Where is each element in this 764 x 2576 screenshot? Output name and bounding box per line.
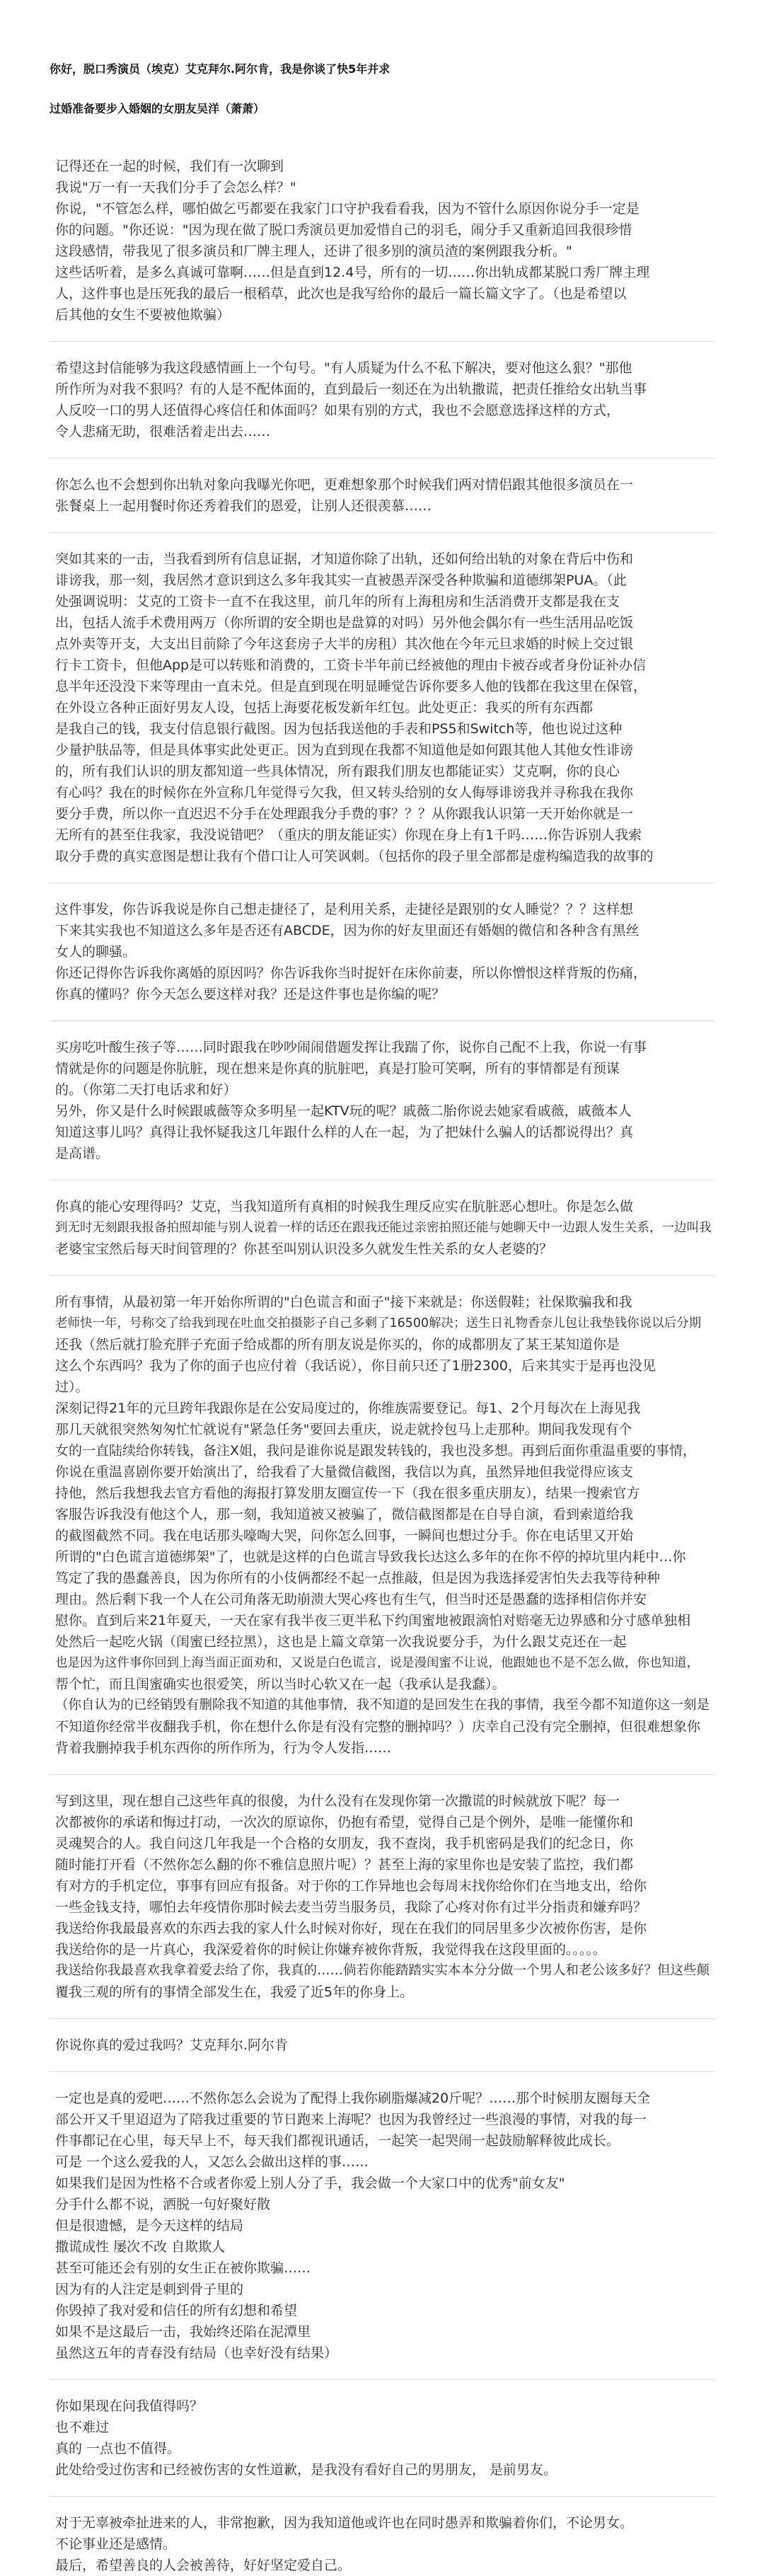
paragraph-line: 是我自己的钱，我支付信息银行截图。因为包括我送他的手表和PS5和Switch等，他也说过这种 [55,721,623,737]
paragraph [50,474,714,517]
paragraph-line: 虽然这五年的青春没有结局（也幸好没有结果） [55,2345,338,2361]
paragraph-line: 有对方的手机定位，事事有回应有报备。对于你的工作异地也会每周末找你给你们在当地支出，给你 [55,1878,647,1894]
paragraph [50,2035,714,2056]
paragraph-line: 你真的懂吗？你今天怎么要这样对我？还是这件事也是你编的呢？ [55,987,446,1002]
paragraph-line: 这段感情，带我见了很多演员和厂牌主理人，还讲了很多别的演员渣的案例跟我分析。" [55,243,572,259]
paragraph-line: 你说，"不管怎么样，哪怕做乞丐都要在我家门口守护我看看我，因为不管什么原因你说分手一定是 [55,201,639,217]
paragraph-line: 笃定了我的愚蠢善良，因为你所有的小伎俩都经不起一点推敲，但是因为我选择爱害怕失去我等待种种 [55,1570,661,1586]
paragraph [50,2088,714,2364]
paragraph-line: 你怎么也不会想到你出轨对象向我曝光你吧，更难想象那个时候我们两对情侣跟其他很多演员在一 [55,477,634,493]
paragraph-line: 突如其来的一击，当我看到所有信息证据，才知道你除了出轨，还如何给出轨的对象在背后中伤和 [55,551,634,567]
paragraph-line: 你还记得你告诉我你离婚的原因吗？你告诉我你当时捉奸在床你前妻，所以你憎恨这样背叛的伤痛， [55,965,647,981]
section-divider [50,1275,714,1276]
paragraph-line: 如果不是这最后一击，我始终还陷在泥潭里 [55,2324,311,2340]
paragraph [50,156,714,326]
paragraph-line: 此处给受过伤害和已经被伤害的女性道歉，是我没有看好自己的男朋友， 是前男友。 [55,2462,557,2478]
paragraph-line: 灵魂契合的人。我自问这几年我是一个合格的女朋友，我不查岗，我手机密码是我们的纪念日，你 [55,1836,634,1851]
section-divider [50,2018,714,2019]
paragraph-line: 买房吃叶酸生孩子等……同时跟我在吵吵闹闹借题发挥让我踹了你，说你自己配不上我，你说一有事 [55,1040,647,1055]
paragraph-line: 那几天就很突然匆匆忙忙就说有"紧急任务"要回去重庆，说走就拎包马上走那种。期间我发现有个 [55,1422,632,1437]
paragraph-line: 不论事业还是感情。 [55,2536,177,2552]
paragraph-line: 下来其实我也不知道这么多年是否还有ABCDE，因为你的好友里面还有婚姻的微信和各种含有黑丝 [55,923,639,938]
section-divider [50,532,714,533]
paragraph-line: 有心吗？我在的时候你在外宣称几年觉得亏欠我，但又转头给别的女人侮辱诽谤我并寻称我在我你 [55,785,634,800]
paragraph [50,1790,714,2003]
paragraph-line: 件事都记在心里，每天早上不，每天我们都视讯通话，一起笑一起哭闹一起鼓励解释彼此成长。 [55,2133,620,2149]
paragraph-line: 一些金钱支持，哪怕去年疫情你那时候去麦当劳当服务员，我除了心疼对你有过半分指责和嫌弃吗？ [55,1899,647,1915]
paragraph-line: （你自认为的已经销毁有删除我不知道的其他事情，我不知道的是回发生在我的事情，我至今都不知道你这一刻是 [55,1698,710,1713]
paragraph-line: 你如果现在问我值得吗？ [55,2398,204,2414]
paragraph-line: 我送给你的是一片真心，我深爱着你的时候让你嫌弃被你背叛，我觉得我在这段里面的。。。。。 [55,1942,607,1957]
paragraph-line: 你说你真的爱过我吗？艾克拜尔.阿尔肯 [55,2037,289,2053]
paragraph-line: 点外卖等开支，大支出目前除了今年这套房子大半的房租）其次他在今年元旦求婚的时候上交过银 [55,636,634,652]
paragraph [50,2512,714,2576]
paragraph-line: 次都被你的承诺和悔过打动，一次次的原谅你，仍抱有希望，觉得自己是个例外，是唯一能懂你和 [55,1815,634,1830]
section-divider [50,882,714,883]
paragraph-line: 最后，希望善良的人会被善待，好好坚定爱自己。 [55,2558,352,2573]
section-divider [50,1774,714,1775]
paragraph-line: 所作所为对我不狠吗？有的人是不配体面的，直到最后一刻还在为出轨撒谎，把责任推给女出轨当事 [55,381,647,397]
paragraph-line: 的，所有我们认识的朋友都知道一些具体情况，所有跟我们朋友也都能证实）艾克啊，你的良心 [55,764,620,779]
paragraph [50,548,714,867]
paragraph-line: 诽谤我，那一刻，我居然才意识到这么多年我其实一直被愚弄深受各种欺骗和道德绑架PUA。（此 [55,573,627,588]
paragraph-line: 覆我三观的所有的事情全部发生在，我爱了近5年的你身上。 [55,1984,414,2000]
paragraph-line: 分手什么都不说，洒脱一句好聚好散 [55,2197,271,2212]
paragraph-line: 甚至可能还会有别的女生正在被你欺骗…… [55,2260,311,2276]
paragraph-line: 理由。然后剩下我一个人在公司角落无助崩溃大哭心疼也有生气，但当时还是愚蠢的选择相信你并安 [55,1592,647,1607]
paragraph-line: 记得还在一起的时候，我们有一次聊到 [55,159,284,174]
paragraph-line: 不知道你经常半夜翻我手机，你在想什么你是有没有完整的删掉吗？）庆幸自己没有完全删掉，但很难想象你 [55,1719,701,1735]
paragraph-line: 一定也是真的爱吧……不然你怎么会说为了配得上我你刷脂爆减20斤呢？……那个时候朋友圈每天全 [55,2091,651,2106]
section-divider [50,1020,714,1021]
paragraph-line: 你说在重温喜剧你要开始演出了，给我看了大量微信截图，我信以为真，虽然异地但我觉得应该支 [55,1464,634,1480]
section-divider [50,2496,714,2497]
section-divider [50,2071,714,2072]
paragraph-line: 少量护肤品等，但是具体事实此处更正。因为直到现在我都不知道他是如何跟其他人其他女性诽谤 [55,742,634,758]
paragraph-line: 人，这件事也是压死我的最后一根稻草，此次也是我写给你的最后一篇长篇文字了。（也是希望以 [55,286,627,301]
paragraph-line: 情就是你的问题是你肮脏，现在想来是你真的肮脏吧，真是打脸可笑啊，所有的事情都是有预谋 [55,1061,620,1076]
section-divider [50,458,714,459]
paragraph [50,1037,714,1164]
paragraph-line: 我送给你我最喜欢我拿着爱去给了你，我真的……倘若你能踏踏实实本本分分做一个男人和老公该多好？但这些颠 [55,1963,710,1978]
paragraph-line: 你的问题。"你还说："因为现在做了脱口秀演员更加爱惜自己的羽毛，闹分手又重新追回我很珍惜 [55,222,632,238]
paragraph-line: 无所有的甚至住我家，我没说错吧？（重庆的朋友能证实）你现在身上有1千吗……你告诉别人我索 [55,827,642,843]
paragraph-line: 背着我删掉我手机东西你的所作所为，行为令人发指…… [55,1740,392,1756]
paragraph-line: 到无时无刻跟我报备拍照却能与别人说着一样的话还在跟我还能过亲密拍照还能与她聊天中一边跟人发生关系，一边叫我 [55,1221,712,1235]
paragraph-line: 对于无辜被牵扯进来的人，非常抱歉，因为我知道他或许也在同时愚弄和欺骗着你们，不论男女。 [55,2515,634,2531]
paragraph-line: 人反咬一口的男人还值得心疼信任和体面吗？如果有别的方式，我也不会愿意选择这样的方式， [55,403,620,418]
paragraph-line: 因为有的人注定是刺到骨子里的 [55,2282,244,2297]
paragraph-line: 如果我们是因为性格不合或者你爱上别人分了手，我会做一个大家口中的优秀"前女友" [55,2175,565,2191]
document-title [50,50,714,129]
paragraph [50,357,714,442]
paragraph [50,899,714,1005]
paragraph-line: 你毁掉了我对爱和信任的所有幻想和希望 [55,2303,298,2318]
paragraph-line: 这件事发，你告诉我说是你自己想走捷径了，是利用关系，走捷径是跟别的女人睡觉？？？这样想 [55,902,634,917]
paragraph-line: 是高谱。 [55,1146,110,1161]
paragraph-line: 在外设立各种正面好男友人设，包括上海要花板发新年红包。此处更正：我买的所有东西都 [55,700,594,715]
paragraph-line: 行卡工资卡，但他App是可以转账和消费的，工资卡半年前已经被他的理由卡被吞或者身份证补办信 [55,657,647,673]
paragraph-line: 要分手费，所以你一直迟迟不分手在处理跟我分手费的事？？？从你跟我认识第一天开始你就是一 [55,806,634,822]
paragraph-line: 老婆宝宝然后每天时间管理的？你甚至叫别认识没多久就发生性关系的女人老婆的？ [55,1241,553,1257]
paragraph-line: 随时能打开看（不然你怎么翻的你不雅信息照片呢）？甚至上海的家里你也是安装了监控，我们都 [55,1857,634,1873]
paragraph-line: 我说"万一有一天我们分手了会怎么样？" [55,180,296,195]
paragraph-line: 慰你。直到后来21年夏天，一天在家有我半夜三更半私下约闺蜜地被跟滴怕对赔毫无边界感和分寸感单独相 [55,1613,691,1628]
paragraph-line: 真的 一点也不值得。 [55,2441,181,2456]
title-line: 过婚准备要步入婚姻的女朋友吴洋（萧萧） [50,102,265,115]
paragraph-line: 部公开又千里迢迢为了陪我过重要的节日跑来上海呢？也因为我曾经过一些浪漫的事情，对我的每一 [55,2112,647,2127]
paragraph-line: 息半年还没没下来等理由一直未兑。但是直到现在明显睡觉告诉你要多人他的钱都在我这里在保管， [55,679,647,694]
paragraph-line: 这么个东西吗？我为了你的面子也应付着（我话说），你目前只还了1册2300，后来其实于是再也没见 [55,1358,656,1374]
paragraph [50,1196,714,1260]
document-body [50,156,714,2576]
paragraph-line: 也是因为这件事你回到上海当面正面劝和，又说是白色谎言，说是漫闺蜜不让说，他跟她也不是不怎么做，你也知道， [55,1656,699,1670]
paragraph-line: 写到这里，现在想自己这些年真的很傻，为什么没有在发现你第一次撒谎的时候就放下呢？每一 [55,1793,620,1809]
paragraph-line: 我送给你我最最喜欢的东西去我的家人什么时候对你好，现在在我们的同居里多少次被你伤害，是你 [55,1921,647,1936]
paragraph-line: 所有事情，从最初第一年开始你所谓的"白色谎言和面子"接下来就是：你送假鞋；社保欺骗我和我 [55,1294,632,1310]
paragraph-line: 过）。 [55,1379,89,1395]
paragraph-line: 后其他的女生不要被他欺骗） [55,307,231,323]
title-line: 你好，脱口秀演员（埃克）艾克拜尔.阿尔肯，我是你谈了快5年并求 [50,62,390,76]
paragraph-line: 你真的能心安理得吗？艾克，当我知道所有真相的时候我生理反应实在肮脏恶心想吐。你是怎么做 [55,1199,634,1214]
paragraph-line: 处然后一起吃火锅（闺蜜已经拉黑），这也是上篇文章第一次我说要分手，为什么跟艾克还在一起 [55,1634,627,1650]
section-divider [50,341,714,342]
paragraph-line: 深刻记得21年的元旦跨年我跟你是在公安局度过的，你维族需要登记。每1、2个月每次在上海见我 [55,1401,641,1416]
paragraph [50,2396,714,2480]
paragraph-line: 也不难过 [55,2420,110,2435]
paragraph-line: 但是很遗憾，是今天这样的结局 [55,2218,244,2233]
paragraph-line: 女人的聊骚。 [55,944,137,960]
paragraph-line: 张餐桌上一起用餐时你还秀着我们的恩爱，让别人还很羡慕…… [55,498,432,514]
paragraph-line: 出，包括人流手术费用两万（你所谓的安全期也是盘算的对吗）另外他会偶尔有一些生活用品吃饭 [55,615,634,631]
paragraph-line: 老师快一年，号称交了给我到现在吐血交拍摄影子自己多剩了16500解决；送生日礼物香奈儿包让我垫钱你说以后分期 [55,1316,702,1330]
paragraph-line: 的。（你第二天打电话求和好） [55,1082,237,1098]
paragraph-line: 撒谎成性 屡次不改 自欺欺人 [55,2239,226,2255]
paragraph-line: 处强调说明：艾克的工资卡一直不在我这里，前几年的所有上海租房和生活消费开支都是我在支 [55,594,620,609]
paragraph-line: 所谓的"白色谎言道德绑架"了，也就是这样的白色谎言导致我长达这么多年的在你不停的掉坑里内耗中…你 [55,1549,686,1565]
paragraph-line: 客服告诉我没有他这个人，那一刻，我知道被又被骗了，微信截图都是在自导自演，看到索道给我 [55,1507,634,1522]
paragraph-line: 取分手费的真实意图是想让我有个借口让人可笑讽刺。（包括你的段子里全部都是虚构编造我的故事的 [55,849,654,864]
paragraph [50,1292,714,1759]
paragraph-line: 知道这事儿吗？真得让我怀疑我这几年跟什么样的人在一起，为了把妹什么骗人的话都说得出？真 [55,1125,634,1140]
paragraph-line: 另外，你又是什么时候跟戚薇等众多明星一起KTV玩的呢？戚薇二胎你说去她家看戚薇，戚薇本人 [55,1103,632,1119]
paragraph-line: 这些话听着，是多么真诚可靠啊……但是直到12.4号，所有的一切……你出轨成都某脱口秀厂牌主理 [55,265,650,280]
paragraph-line: 还我（然后就打脸充胖子充面子给成都的所有朋友说是你买的，你的成都朋友了某王某知道你是 [55,1337,620,1352]
paragraph-line: 希望这封信能够为我这段感情画上一个句号。"有人质疑为什么不私下解决，要对他这么狠？"那他 [55,360,632,376]
paragraph-line: 的截图截然不同。我在电话那头嚎啕大哭，问你怎么回事，一瞬间也想过分手。你在电话里又开始 [55,1528,634,1543]
paragraph-line: 帮个忙，而且闺蜜确实也很爱笑，所以当时心软又在一起（我承认是我蠢）。 [55,1677,506,1692]
paragraph-line: 令人悲痛无助，很难活着走出去…… [55,424,271,439]
section-divider [50,2379,714,2380]
paragraph-line: 持他，然后我想我去官方看他的海报打算发朋友圈宣传一下（我在很多重庆朋友），结果一搜索官方 [55,1485,640,1501]
paragraph-line: 女的一直陆续给你转钱，备注X姐，我问是谁你说是跟发转钱的，我也没多想。再到后面你重温重要的事情， [55,1443,697,1459]
paragraph-line: 可是 一个这么爱我的人，又怎么会做出这样的事…… [55,2154,369,2170]
